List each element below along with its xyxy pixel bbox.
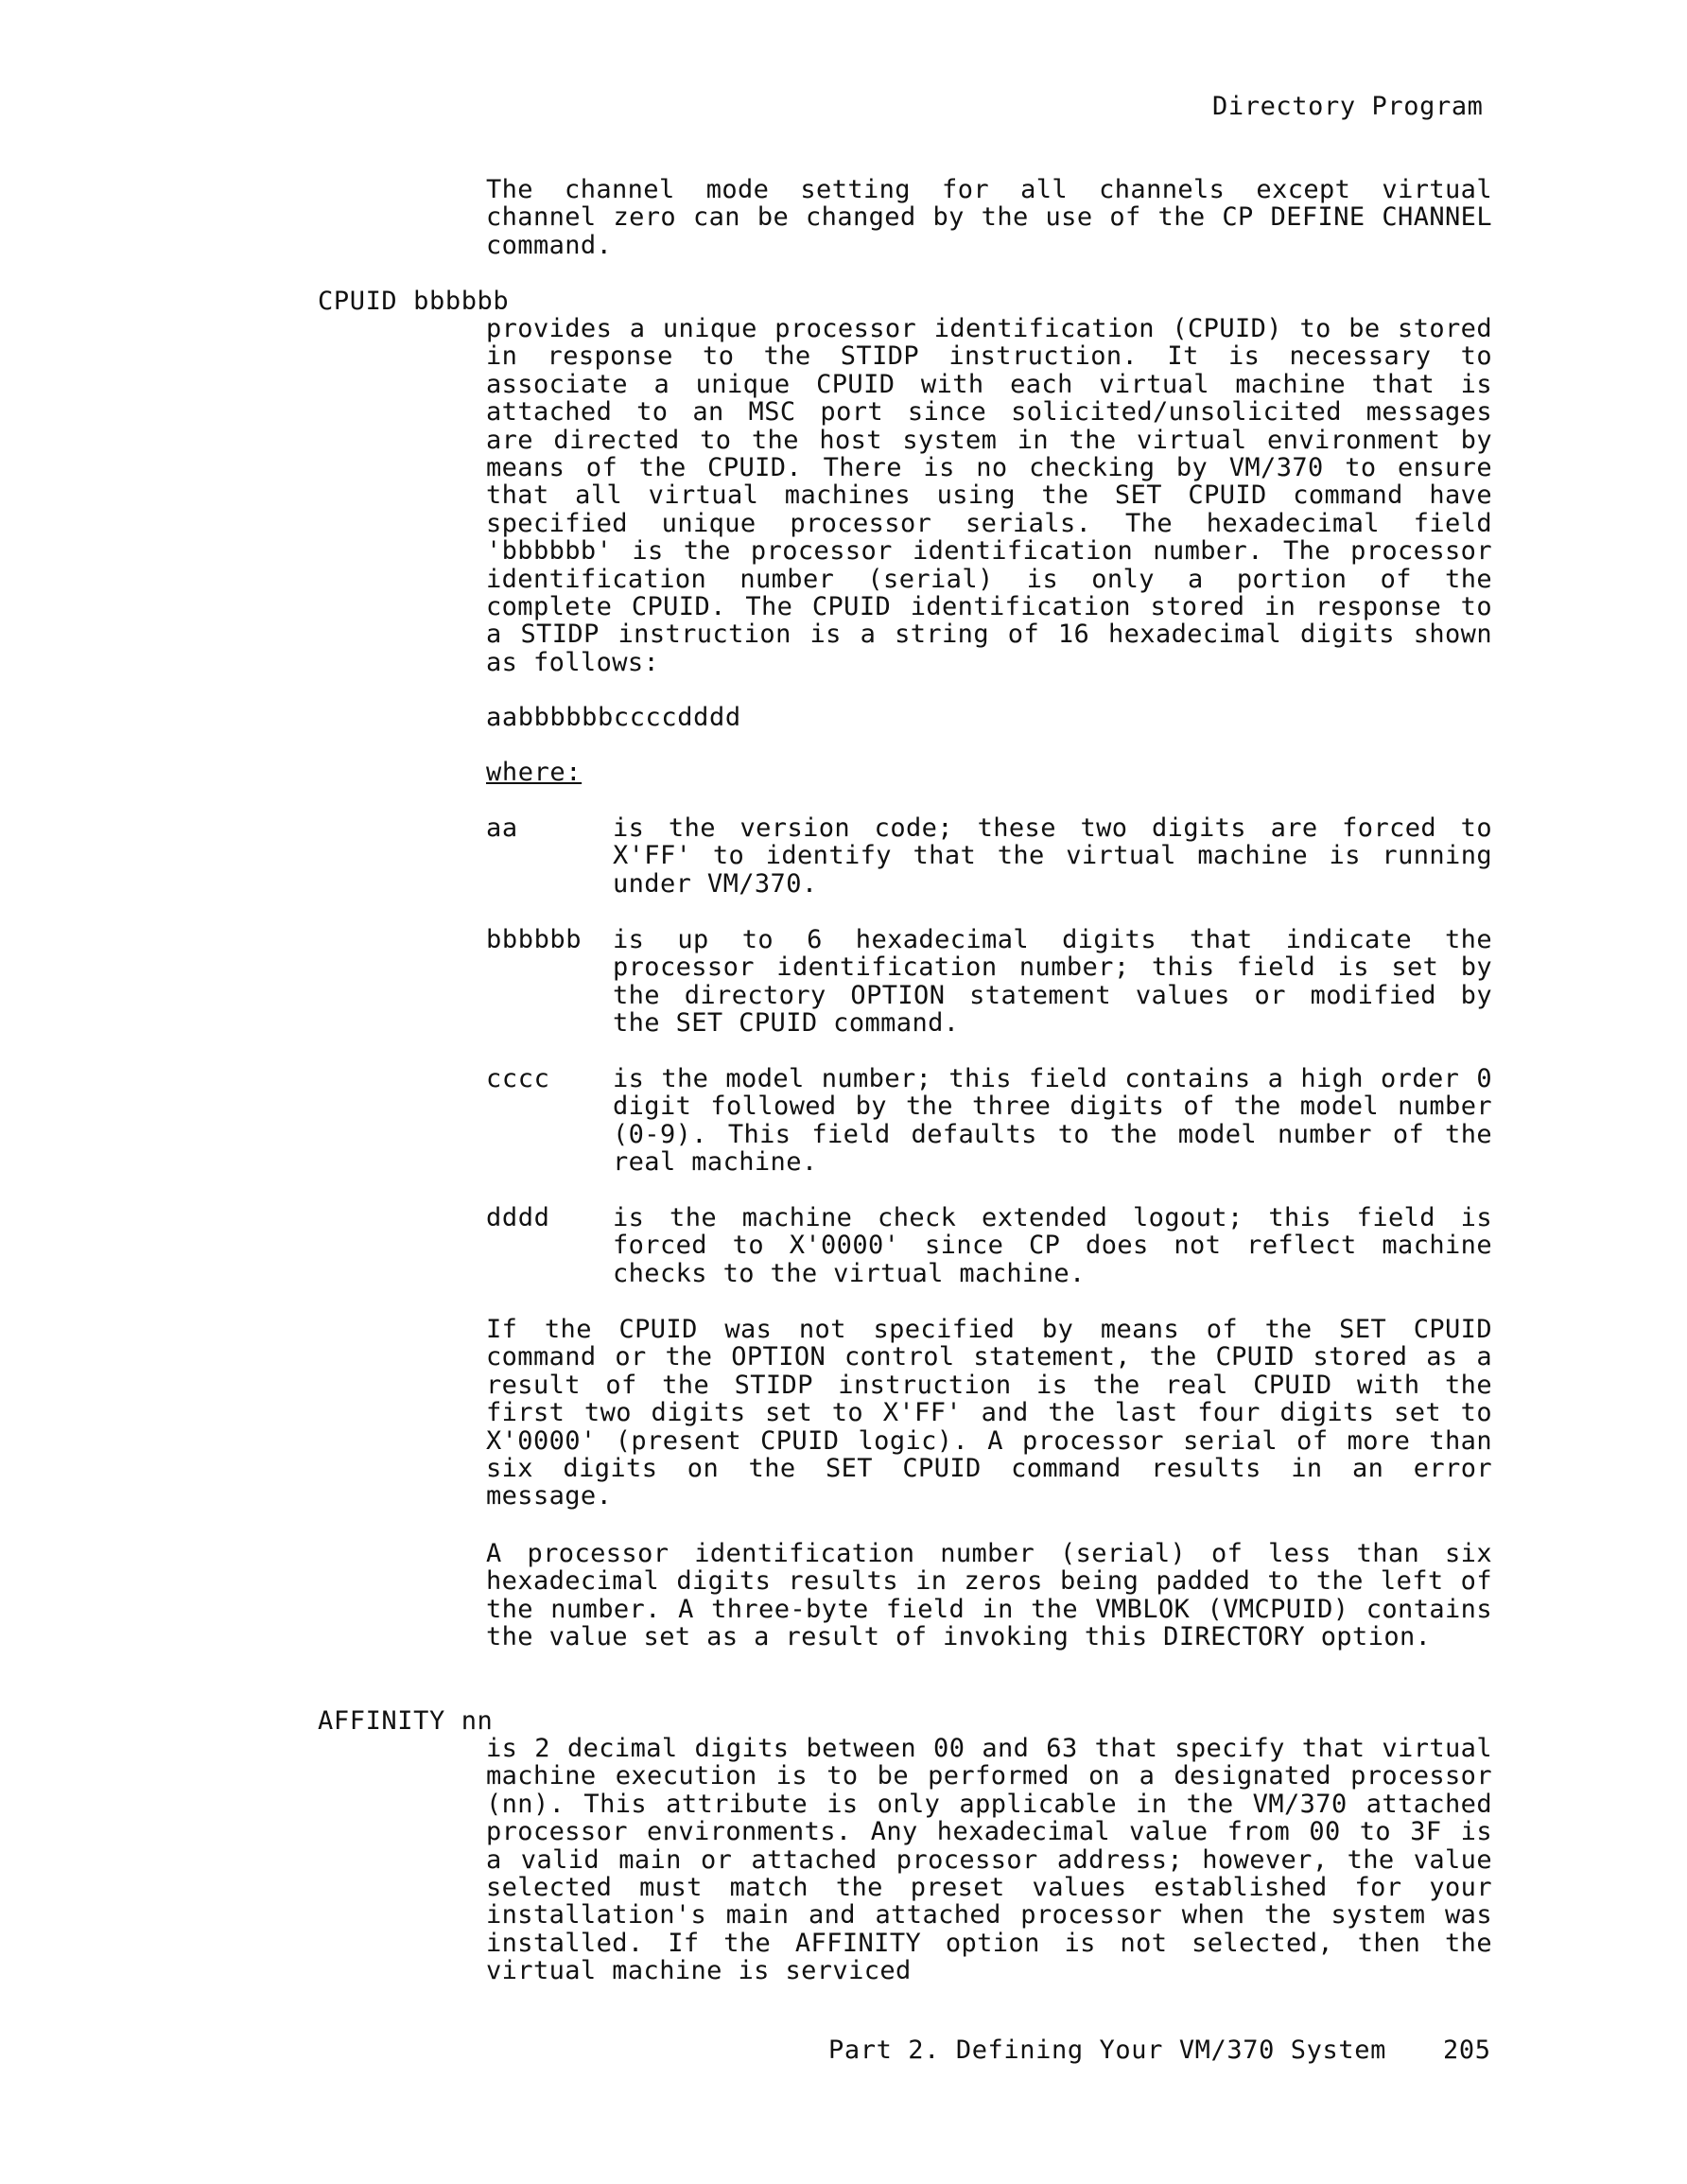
- field-desc-dddd: is the machine check extended logout; this field is forced to X'0000' since CP does not reflect machine checks to the virtual machine.: [613, 1203, 1492, 1288]
- where-label: where:: [486, 758, 583, 787]
- affinity-term: AFFINITY nn: [318, 1706, 494, 1736]
- cpuid-format-string: aabbbbbbccccdddd: [486, 703, 741, 732]
- cpuid-term: CPUID bbbbbb: [318, 287, 510, 316]
- page-number: 205: [1443, 2035, 1491, 2065]
- cpuid-paragraph-2: If the CPUID was not specified by means of the SET CPUID command or the OPTION control statement, the CPUID stored as a result of the STIDP instruction is the real CPUID with the first two digits set to X'FF' and the last four digits set to X'0000' (present CPUID logic). A processor serial of more than six digits on the SET CPUID command results in an error message.: [486, 1315, 1492, 1511]
- running-header: Directory Program: [1212, 92, 1484, 121]
- field-code-dddd: dddd: [486, 1203, 550, 1232]
- field-desc-cccc: is the model number; this field contains a high order 0 digit followed by the three digits of the model number (0-9). This field defaults to the model number of the real machine.: [613, 1064, 1492, 1178]
- field-desc-bbbbbb: is up to 6 hexadecimal digits that indicate the processor identification number; this field is set by the directory OPTION statement values or modified by the SET CPUID command.: [613, 925, 1492, 1039]
- footer-title: Part 2. Defining Your VM/370 System: [828, 2035, 1386, 2065]
- intro-paragraph: The channel mode setting for all channels except virtual channel zero can be changed by the use of the CP DEFINE CHANNEL command.: [486, 175, 1492, 260]
- field-code-bbbbbb: bbbbbb: [486, 925, 583, 954]
- field-desc-aa: is the version code; these two digits are forced to X'FF' to identify that the virtual machine is running under VM/370.: [613, 813, 1492, 899]
- cpuid-description: provides a unique processor identification (CPUID) to be stored in response to the STIDP instruction. It is necessary to associate a unique CPUID with each virtual machine that is attached to an MSC port since solicited/unsolicited messages are directed to the host system in the virtual environment by means of the CPUID. There is no checking by VM/370 to ensure that all virtual machines using the SET CPUID command have specified unique processor serials. The hexadecimal field 'bbbbbb' is the processor identification number. The processor identification number (serial) is only a portion of the complete CPUID. The CPUID identification stored in response to a STIDP instruction is a string of 16 hexadecimal digits shown as follows:: [486, 314, 1492, 677]
- cpuid-paragraph-3: A processor identification number (serial) of less than six hexadecimal digits results in zeros being padded to the left of the number. A three-byte field in the VMBLOK (VMCPUID) contains the value set as a result of invoking this DIRECTORY option.: [486, 1539, 1492, 1652]
- field-code-cccc: cccc: [486, 1064, 550, 1093]
- field-code-aa: aa: [486, 813, 518, 843]
- affinity-description: is 2 decimal digits between 00 and 63 that specify that virtual machine execution is to be performed on a designated processor (nn). This attribute is only applicable in the VM/370 attached processor environments. Any hexadecimal value from 00 to 3F is a valid main or attached processor address; however, the value selected must match the preset values established for your installation's main and attached processor when the system was installed. If the AFFINITY option is not selected, then the virtual machine is serviced: [486, 1734, 1492, 1986]
